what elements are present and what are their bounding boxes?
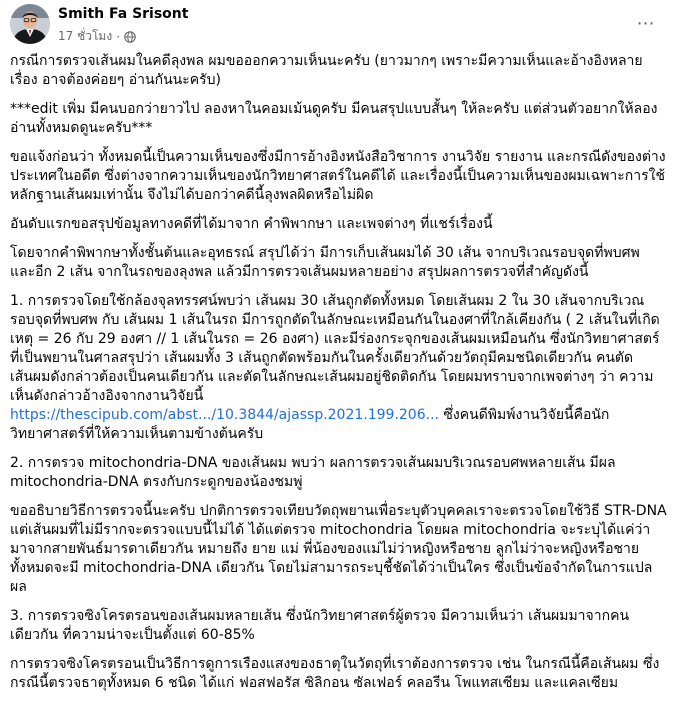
post-paragraph: ***edit เพิ่ม มีคนบอกว่ายาวไป ลองหาในคอมเม้นดูครับ มีคนสรุปแบบสั้นๆ ให้ละครับ แต่ส่วนตัวอยากให้ลองอ่านทั้งหมดดูนะครับ*** bbox=[10, 101, 658, 136]
avatar[interactable] bbox=[10, 4, 50, 44]
post-body bbox=[10, 52, 668, 702]
more-options-button[interactable]: ⋯ bbox=[636, 12, 656, 34]
post-header bbox=[0, 0, 676, 48]
post-paragraph-with-link bbox=[10, 292, 668, 444]
post-meta: 17 ชั่วโมง · bbox=[58, 27, 136, 46]
globe-icon bbox=[124, 31, 136, 43]
research-paper-link[interactable]: https://thescipub.com/abst.../10.3844/ajassp.2021.199.206... bbox=[10, 407, 439, 423]
post-paragraph: 2. การตรวจ mitochondria-DNA ของเส้นผม พบว่า ผลการตรวจเส้นผมบริเวณรอบศพหลายเส้น มีผล mitochondria-DNA ตรงกับกระดูกของน้องชมพู่ bbox=[10, 455, 616, 490]
profile-photo-icon bbox=[10, 4, 50, 44]
post-paragraph: 3. การตรวจซิงโครตรอนของเส้นผมหลายเส้น ซึ่งนักวิทยาศาสตร์ผู้ตรวจ มีความเห็นว่า เส้นผมมาจากคนเดียวกัน ที่ความน่าจะเป็นตั้งแต่ 60-85% bbox=[10, 608, 630, 643]
post-paragraph: โดยจากคำพิพากษาทั้งชั้นต้นและอุทธรณ์ สรุปได้ว่า มีการเก็บเส้นผมได้ 30 เส้น จากบริเวณรอบจุดที่พบศพ และอีก 2 เส้น จากในรถของลุงพล แล้วมีการตรวจเส้นผมหลายอย่าง สรุปผลการตรวจที่สำคัญดังนี้ bbox=[10, 245, 640, 280]
author-name[interactable]: Smith Fa Srisont bbox=[58, 6, 189, 22]
post-paragraph: กรณีการตรวจเส้นผมในคดีลุงพล ผมขอออกความเห็นนะครับ (ยาวมากๆ เพราะมีความเห็นและอ้างอิงหลายเรื่อง อาจต้องค่อยๆ อ่านกันนะครับ) bbox=[10, 53, 643, 88]
post-paragraph: อันดับแรกขอสรุปข้อมูลทางคดีที่ได้มาจาก คำพิพากษา และเพจต่างๆ ที่แชร์เรื่องนี้ bbox=[10, 216, 493, 232]
post-paragraph: ขออธิบายวิธีการตรวจนี้นะครับ ปกติการตรวจเทียบวัตถุพยานเพื่อระบุตัวบุคคลเราจะตรวจโดยใช้วิธี STR-DNA แต่เส้นผมที่ไม่มีรากจะตรวจแบบนี้ไม่ได้ ได้แต่ตรวจ mitochondria โดยผล mitochondria จะระบุได้แค่ว่า มาจากสายพันธ์มารดาเดียวกัน หมายถึง ยาย แม่ พี่น้องของแม่ไม่ว่าหญิงหรือชาย ลูกไม่ว่าจะหญิงหรือชาย ทั้งหมดจะมี mitochondria-DNA เดียวกัน โดยไม่สามารถระบุชี้ชัดได้ว่าเป็นใคร ซึ่งเป็นข้อจำกัดในการแปลผล bbox=[10, 503, 667, 595]
post-paragraph-text: 1. การตรวจโดยใช้กล้องจุลทรรศน์พบว่า เส้นผม 30 เส้นถูกตัดทั้งหมด โดยเส้นผม 2 ใน 30 เส้นจากบริเวณรอบจุดที่พบศพ กับ เส้นผม 1 เส้นในรถ มีการถูกตัดในลักษณะเหมือนกันในองศาที่ใกล้เคียงกัน ( 2 เส้นในที่เกิดเหตุ = 26 กับ 29 องศา // 1 เส้นในรถ = 26 องศา) และมีร่องกระจุกของเส้นผมเหมือนกัน ซึ่งนักวิทยาศาสตร์ที่เป็นพยานในศาลสรุปว่า เส้นผมทั้ง 3 เส้นถูกตัดพร้อมกันในครั้งเดียวกันด้วยวัตถุมีคมชนิดเดียวกัน คนตัดเส้นผมดังกล่าวต้องเป็นคนเดียวกัน และตัดในลักษณะเส้นผมอยู่ชิดติดกัน โดยผมทราบจากเพจต่างๆ ว่า ความเห็นดังกล่าวอ้างอิงจากงานวิจัยนี้ bbox=[10, 293, 660, 404]
post-paragraph-text: ซึ่งคนดีพิมพ์งานวิจัยนี้คือนักวิทยาศาสตร์ที่ให้ความเห็นตามข้างต้นครับ bbox=[10, 407, 610, 442]
post-paragraph: การตรวจซิงโครตรอนเป็นวิธีการดูการเรืองแสงของธาตุในวัตถุที่เราต้องการตรวจ เช่น ในกรณีนี้คือเส้นผม ซึ่งกรณีนี้ตรวจธาตุทั้งหมด 6 ชนิด ได้แก่ ฟอสฟอรัส ซิลิกอน ซัลเฟอร์ คลอรีน โพแทสเซียม และแคลเซียม bbox=[10, 656, 660, 691]
post-timestamp[interactable]: 17 ชั่วโมง bbox=[58, 29, 113, 43]
post-paragraph: ขอแจ้งก่อนว่า ทั้งหมดนี้เป็นความเห็นของซึ่งมีการอ้างอิงหนังสือวิชาการ งานวิจัย รายงาน และกรณีดังของต่างประเทศในอดีต ซึ่งต่างจากความเห็นของนักวิทยาศาสตร์ในคดีได้ และเรื่องนี้เป็นความเห็นของผมเฉพาะการใช้หลักฐานเส้นผมเท่านั้น จึงไม่ได้บอกว่าคดีนี้ลุงพลผิดหรือไม่ผิด bbox=[10, 149, 666, 203]
